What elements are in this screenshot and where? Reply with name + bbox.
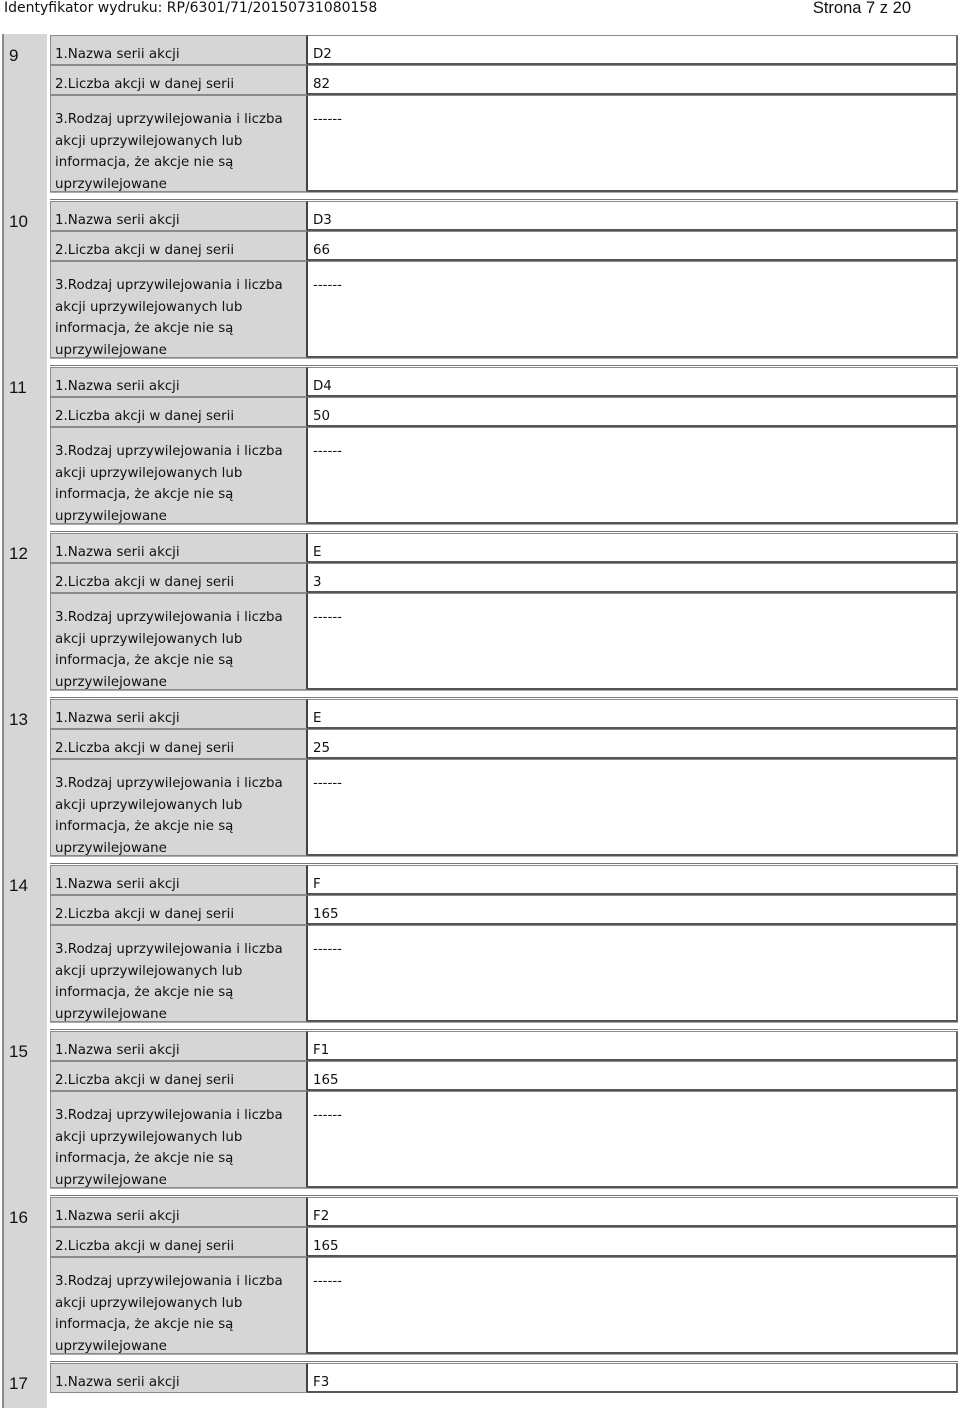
preference-value: ------	[308, 427, 958, 524]
name-value: D4	[308, 367, 958, 397]
name-value: F2	[308, 1197, 958, 1227]
table-record	[0, 34, 960, 201]
preference-row	[50, 1091, 958, 1188]
name-label: 1.Nazwa serii akcji	[50, 533, 308, 563]
count-label: 2.Liczba akcji w danej serii	[50, 231, 308, 261]
count-row	[50, 729, 958, 759]
name-value: D2	[308, 35, 958, 65]
name-label: 1.Nazwa serii akcji	[50, 367, 308, 397]
count-value: 25	[308, 729, 958, 759]
record-separator	[50, 358, 958, 366]
record-number-cell	[2, 1030, 47, 1197]
record-separator	[50, 192, 958, 200]
record-separator	[50, 856, 958, 864]
record-number-cell	[2, 532, 47, 699]
name-value: D3	[308, 201, 958, 231]
preference-value: ------	[308, 759, 958, 856]
record-separator	[50, 524, 958, 532]
record-number: 10	[9, 212, 28, 231]
name-label: 1.Nazwa serii akcji	[50, 201, 308, 231]
record-number: 15	[9, 1042, 28, 1061]
count-row	[50, 65, 958, 95]
record-separator	[50, 1022, 958, 1030]
count-row	[50, 895, 958, 925]
preference-value: ------	[308, 95, 958, 192]
name-label: 1.Nazwa serii akcji	[50, 1363, 308, 1393]
count-label: 2.Liczba akcji w danej serii	[50, 895, 308, 925]
preference-label: 3.Rodzaj uprzywilejowania i liczba akcji uprzywilejowanych lub informacja, że akcje nie są uprzywilejowane	[50, 261, 308, 358]
preference-value: ------	[308, 1091, 958, 1188]
page-header	[0, 0, 960, 20]
name-value: F3	[308, 1363, 958, 1393]
page-number: Strona 7 z 20	[812, 0, 911, 17]
record-number: 13	[9, 710, 28, 729]
preference-row	[50, 427, 958, 524]
record-number-cell	[2, 864, 47, 1031]
name-row	[50, 1363, 958, 1393]
name-value: E	[308, 533, 958, 563]
record-separator	[50, 1188, 958, 1196]
name-value: F	[308, 865, 958, 895]
record-number-cell	[2, 1196, 47, 1363]
preference-row	[50, 95, 958, 192]
count-label: 2.Liczba akcji w danej serii	[50, 1061, 308, 1091]
count-row	[50, 397, 958, 427]
table-record	[0, 200, 960, 367]
preference-row	[50, 593, 958, 690]
preference-label: 3.Rodzaj uprzywilejowania i liczba akcji uprzywilejowanych lub informacja, że akcje nie są uprzywilejowane	[50, 95, 308, 192]
record-number: 9	[9, 46, 19, 65]
preference-label: 3.Rodzaj uprzywilejowania i liczba akcji uprzywilejowanych lub informacja, że akcje nie są uprzywilejowane	[50, 759, 308, 856]
table-record	[0, 532, 960, 699]
count-label: 2.Liczba akcji w danej serii	[50, 563, 308, 593]
preference-row	[50, 925, 958, 1022]
count-value: 165	[308, 1227, 958, 1257]
preference-label: 3.Rodzaj uprzywilejowania i liczba akcji uprzywilejowanych lub informacja, że akcje nie są uprzywilejowane	[50, 1257, 308, 1354]
table-record	[0, 1362, 960, 1408]
name-label: 1.Nazwa serii akcji	[50, 865, 308, 895]
record-number-cell	[2, 366, 47, 533]
count-value: 50	[308, 397, 958, 427]
preference-value: ------	[308, 1257, 958, 1354]
record-number: 11	[9, 378, 27, 397]
table-record	[0, 1030, 960, 1197]
preference-label: 3.Rodzaj uprzywilejowania i liczba akcji uprzywilejowanych lub informacja, że akcje nie są uprzywilejowane	[50, 593, 308, 690]
record-number-cell	[2, 698, 47, 865]
preference-label: 3.Rodzaj uprzywilejowania i liczba akcji uprzywilejowanych lub informacja, że akcje nie są uprzywilejowane	[50, 1091, 308, 1188]
name-label: 1.Nazwa serii akcji	[50, 699, 308, 729]
count-row	[50, 1061, 958, 1091]
preference-value: ------	[308, 593, 958, 690]
name-label: 1.Nazwa serii akcji	[50, 35, 308, 65]
table-record	[0, 864, 960, 1031]
name-value: E	[308, 699, 958, 729]
count-label: 2.Liczba akcji w danej serii	[50, 729, 308, 759]
count-value: 165	[308, 895, 958, 925]
record-number: 16	[9, 1208, 28, 1227]
name-row	[50, 1031, 958, 1061]
count-row	[50, 1227, 958, 1257]
count-value: 82	[308, 65, 958, 95]
name-row	[50, 865, 958, 895]
record-number-cell	[2, 34, 47, 201]
count-value: 165	[308, 1061, 958, 1091]
record-separator	[50, 1354, 958, 1362]
print-identifier: Identyfikator wydruku: RP/6301/71/20150731080158	[4, 0, 378, 16]
preference-value: ------	[308, 925, 958, 1022]
preference-row	[50, 759, 958, 856]
record-number-cell	[2, 200, 47, 367]
table-record	[0, 1196, 960, 1363]
count-value: 66	[308, 231, 958, 261]
name-row	[50, 35, 958, 65]
name-row	[50, 367, 958, 397]
name-row	[50, 201, 958, 231]
preference-row	[50, 1257, 958, 1354]
count-label: 2.Liczba akcji w danej serii	[50, 397, 308, 427]
preference-label: 3.Rodzaj uprzywilejowania i liczba akcji uprzywilejowanych lub informacja, że akcje nie są uprzywilejowane	[50, 925, 308, 1022]
count-row	[50, 563, 958, 593]
preference-row	[50, 261, 958, 358]
count-label: 2.Liczba akcji w danej serii	[50, 65, 308, 95]
name-value: F1	[308, 1031, 958, 1061]
count-label: 2.Liczba akcji w danej serii	[50, 1227, 308, 1257]
name-row	[50, 699, 958, 729]
name-label: 1.Nazwa serii akcji	[50, 1197, 308, 1227]
count-value: 3	[308, 563, 958, 593]
table-record	[0, 698, 960, 865]
preference-label: 3.Rodzaj uprzywilejowania i liczba akcji uprzywilejowanych lub informacja, że akcje nie są uprzywilejowane	[50, 427, 308, 524]
record-number-cell	[2, 1362, 47, 1408]
name-row	[50, 1197, 958, 1227]
name-label: 1.Nazwa serii akcji	[50, 1031, 308, 1061]
table-record	[0, 366, 960, 533]
name-row	[50, 533, 958, 563]
record-separator	[50, 690, 958, 698]
count-row	[50, 231, 958, 261]
record-number: 14	[9, 876, 28, 895]
record-number: 17	[9, 1374, 28, 1393]
preference-value: ------	[308, 261, 958, 358]
record-number: 12	[9, 544, 28, 563]
